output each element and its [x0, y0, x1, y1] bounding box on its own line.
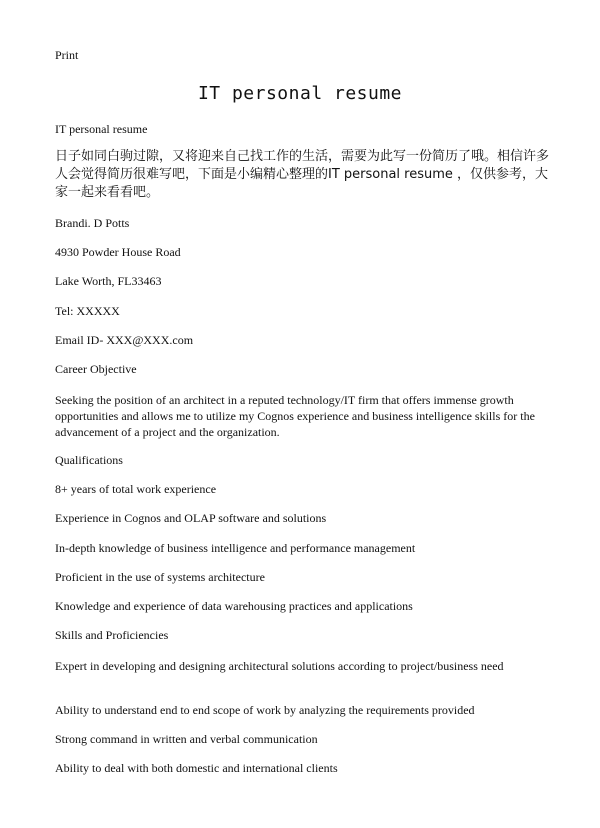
contact-address-line2: Lake Worth, FL33463	[55, 274, 162, 288]
contact-address-line1: 4930 Powder House Road	[55, 245, 181, 259]
print-link[interactable]: Print	[55, 48, 79, 62]
resume-subtitle: IT personal resume	[55, 122, 148, 136]
skill-item: Ability to deal with both domestic and international clients	[55, 761, 338, 775]
career-objective-text: Seeking the position of an architect in a reputed technology/IT firm that offers immense growth opportunities and allows me to utilize my Cognos experience and business intelligence skills for the advancement of a project and the organization.	[55, 393, 535, 439]
section-heading-skills: Skills and Proficiencies	[55, 628, 169, 642]
skill-item: Expert in developing and designing architectural solutions according to project/business need	[55, 659, 504, 673]
contact-name: Brandi. D Potts	[55, 216, 130, 230]
section-heading-qualifications: Qualifications	[55, 453, 123, 467]
qualification-item: Proficient in the use of systems architecture	[55, 570, 265, 584]
skill-item: Strong command in written and verbal communication	[55, 732, 318, 746]
contact-email: Email ID- XXX@XXX.com	[55, 333, 194, 347]
qualification-item: 8+ years of total work experience	[55, 482, 217, 496]
qualification-item: In-depth knowledge of business intelligence and performance management	[55, 541, 416, 555]
qualification-item: Knowledge and experience of data warehousing practices and applications	[55, 599, 413, 613]
intro-paragraph: 日子如同白驹过隙，又将迎来自己找工作的生活，需要为此写一份简历了哦。相信许多人会觉得简历很难写吧，下面是小编精心整理的IT personal resume ，仅供参考，大家一起来看看吧。	[55, 149, 550, 200]
qualification-item: Experience in Cognos and OLAP software and solutions	[55, 511, 327, 525]
skill-item: Ability to understand end to end scope of work by analyzing the requirements provided	[55, 703, 475, 717]
page-title: IT personal resume	[197, 83, 403, 104]
contact-phone: Tel: XXXXX	[55, 304, 120, 318]
section-heading-career-objective: Career Objective	[55, 362, 137, 376]
